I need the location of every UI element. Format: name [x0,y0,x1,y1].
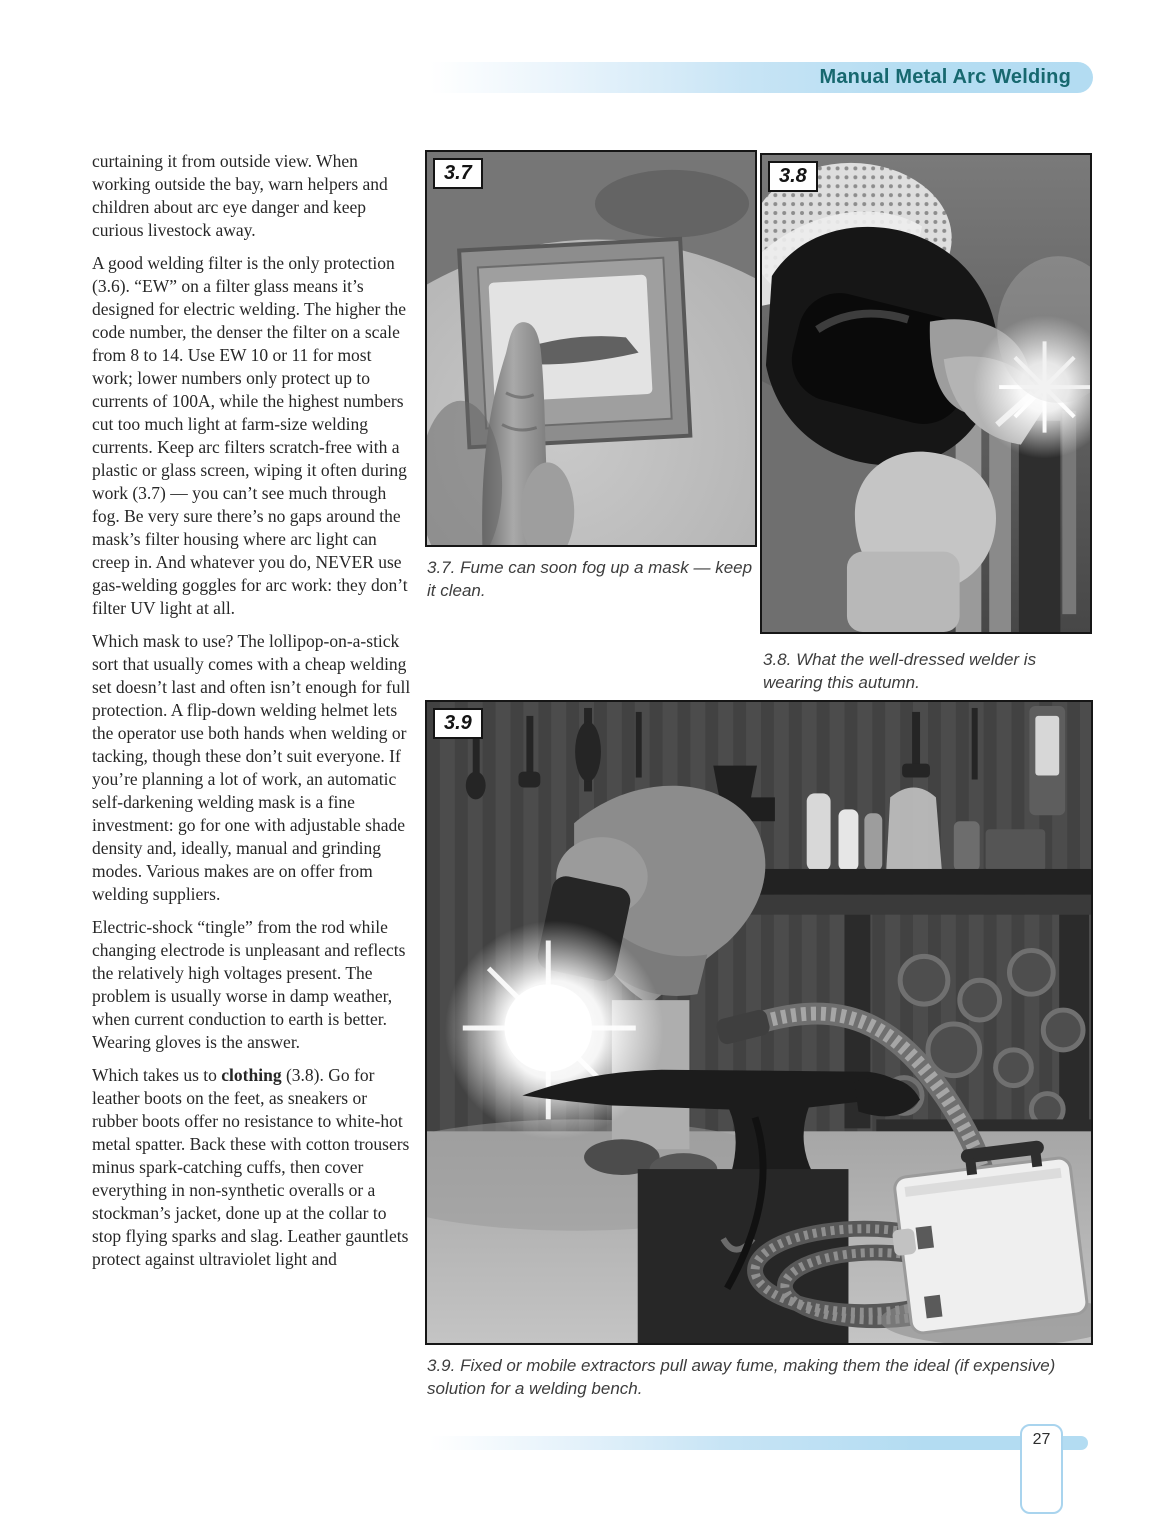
bold-keyword-clothing: clothing [221,1065,282,1085]
welder-clothing-illustration [762,155,1090,632]
welding-mask-closeup-illustration [427,152,755,545]
paragraph: Which mask to use? The lollipop-on-a-stick sort that usually comes with a cheap welding set doesn’t last and often isn’t enough for full protection. A flip-down welding helmet lets the operator use both hands when welding or tacking, though these don’t suit everyone. If you’re planning a lot of work, an automatic self-darkening welding mask is a fine investment: go for one with adjustable shade density and, ideally, manual and grinding modes. Various makes are on offer from welding suppliers. [92,631,411,904]
figure-3-7-caption: 3.7. Fume can soon fog up a mask — keep it clean. [427,558,753,600]
figure-3-8-caption: 3.8. What the well-dressed welder is wearing this autumn. [763,650,1037,692]
paragraph-text: Which takes us to [92,1065,222,1085]
figure-3-9-caption: 3.9. Fixed or mobile extractors pull away fume, making them the ideal (if expensive) solution for a welding bench. [427,1356,1056,1398]
figure-3-7-photo [425,150,757,547]
figure-3-9-label: 3.9 [433,708,483,739]
figure-3-8-label: 3.8 [768,161,818,192]
paragraph-clothing [92,1064,416,1271]
chapter-header-bar [430,62,1093,93]
paragraph: Electric-shock “tingle” from the rod while changing electrode is unpleasant and reflects the relatively high voltages present. The problem is usually worse in damp weather, when current conduction to earth is better. Wearing gloves is the answer. [92,917,406,1052]
figure-3-9-photo [425,700,1093,1345]
page-number: 27 [1032,1431,1051,1448]
figure-3-8-photo [760,153,1092,634]
paragraph-text: (3.8). Go for leather boots on the feet, as sneakers or rubber boots offer no resistance to white-hot metal spatter. Back these with cotton trousers minus spark-catching cuffs, then cover everything in non-synthetic overalls or a stockman’s jacket, done up at the collar to stop flying sparks and slag. Leather gauntlets protect against ultraviolet light and [92,1065,410,1269]
paragraph: curtaining it from outside view. When working outside the bay, warn helpers and children about arc eye danger and keep curious livestock away. [92,151,388,240]
chapter-title: Manual Metal Arc Welding [819,66,1071,88]
fume-extractor-workshop-illustration [427,702,1091,1343]
page-number-tab [1020,1424,1063,1514]
figure-3-7-label: 3.7 [433,158,483,189]
body-text-column [92,150,416,1281]
footer-accent-bar [430,1436,1088,1450]
paragraph: A good welding filter is the only protection (3.6). “EW” on a filter glass means it’s designed for electric welding. The higher the code number, the denser the filter on a scale from 8 to 14. Use EW 10 or 11 for most work; lower numbers only protect up to currents of 100A, while the highest numbers cut too much light at farm-size welding currents. Keep arc filters scratch-free with a plastic or glass screen, wiping it often during work (3.7) — you can’t see much through fog. Be very sure there’s no gaps around the mask’s filter housing where arc light can creep in. And whatever you do, NEVER use gas-welding goggles for arc work: they don’t filter UV light at all. [92,253,408,618]
